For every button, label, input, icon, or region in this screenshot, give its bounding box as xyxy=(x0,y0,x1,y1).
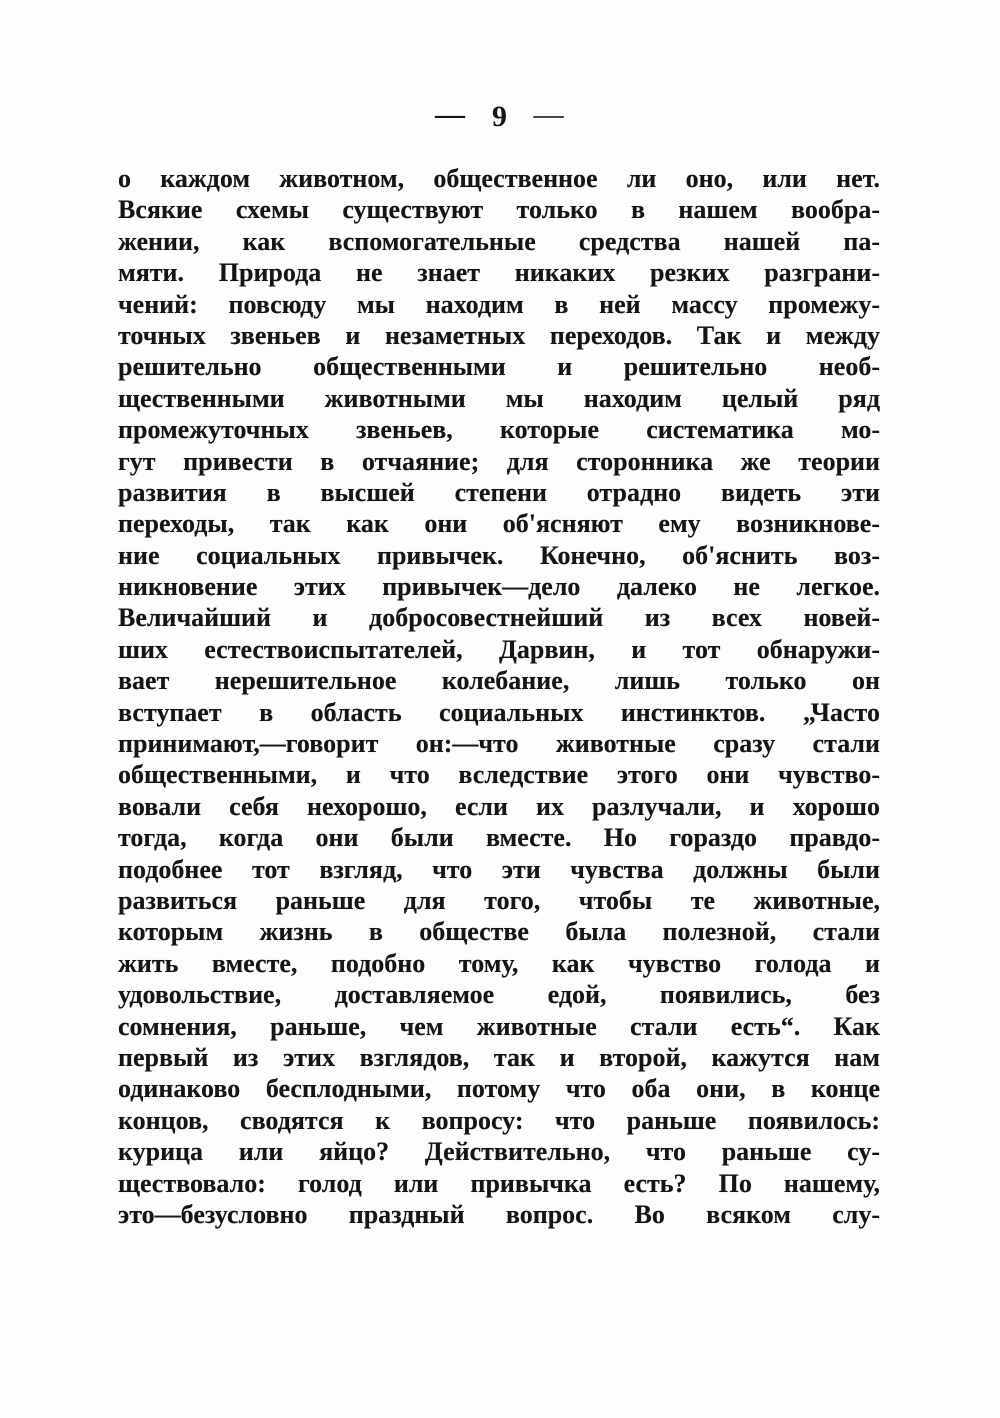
text-line: гут привести в отчаяние; для сторонника же теории xyxy=(118,446,880,476)
text-line: это—безусловно праздный вопрос. Во всяком слу- xyxy=(118,1199,880,1229)
text-line: сомнения, раньше, чем животные стали есть“. Как xyxy=(118,1011,880,1041)
text-line: ществовало: голод или привычка есть? По нашему, xyxy=(118,1168,880,1198)
text-line: развиться раньше для того, чтобы те животные, xyxy=(118,885,880,915)
text-line: вает нерешительное колебание, лишь только он xyxy=(118,666,880,696)
text-line: вступает в область социальных инстинктов. „Часто xyxy=(118,697,880,727)
text-line: щественными животными мы находим целый ряд xyxy=(118,383,880,413)
header-dash-left: — xyxy=(435,98,466,131)
text-line: общественными, и что вследствие этого они чувство- xyxy=(118,760,880,790)
text-line: одинаково бесплодными, потому что оба они, в конце xyxy=(118,1074,880,1104)
page-number: 9 xyxy=(492,100,508,133)
text-line: жении, как вспомогательные средства нашей па- xyxy=(118,226,880,256)
text-line: точных звеньев и незаметных переходов. Так и между xyxy=(118,320,880,350)
text-line: решительно общественными и решительно необ- xyxy=(118,352,880,382)
text-line: тогда, когда они были вместе. Но гораздо правдо- xyxy=(118,823,880,853)
text-line: Всякие схемы существуют только в нашем вообра- xyxy=(118,195,880,225)
text-line: первый из этих взглядов, так и второй, кажутся нам xyxy=(118,1042,880,1072)
text-line: подобнее тот взгляд, что эти чувства должны были xyxy=(118,854,880,884)
page-header xyxy=(0,100,1000,134)
text-line: удовольствие, доставляемое едой, появились, без xyxy=(118,980,880,1010)
text-line: ние социальных привычек. Конечно, об'яснить воз- xyxy=(118,540,880,570)
text-block xyxy=(118,163,880,1230)
text-line: ших естествоиспытателей, Дарвин, и тот обнаружи- xyxy=(118,634,880,664)
text-line: жить вместе, подобно тому, как чувство голода и xyxy=(118,948,880,978)
text-line: которым жизнь в обществе была полезной, стали xyxy=(118,917,880,947)
text-line: промежуточных звеньев, которые систематика мо- xyxy=(118,415,880,445)
text-line: курица или яйцо? Действительно, что раньше су- xyxy=(118,1137,880,1167)
header-dash-right: — xyxy=(531,98,568,131)
text-line: мяти. Природа не знает никаких резких разграни- xyxy=(118,258,880,288)
text-line: концов, сводятся к вопросу: что раньше появилось: xyxy=(118,1105,880,1135)
text-line: чений: повсюду мы находим в ней массу промежу- xyxy=(118,289,880,319)
text-line: Величайший и добросовестнейший из всех новей- xyxy=(118,603,880,633)
text-line: вовали себя нехорошо, если их разлучали, и хорошо xyxy=(118,791,880,821)
text-line: принимают,—говорит он:—что животные сразу стали xyxy=(118,729,880,759)
text-line: переходы, так как они об'ясняют ему возникнове- xyxy=(118,509,880,539)
text-line: развития в высшей степени отрадно видеть эти xyxy=(118,477,880,507)
text-line: о каждом животном, общественное ли оно, или нет. xyxy=(118,164,880,193)
text-line: никновение этих привычек—дело далеко не легкое. xyxy=(118,572,880,602)
